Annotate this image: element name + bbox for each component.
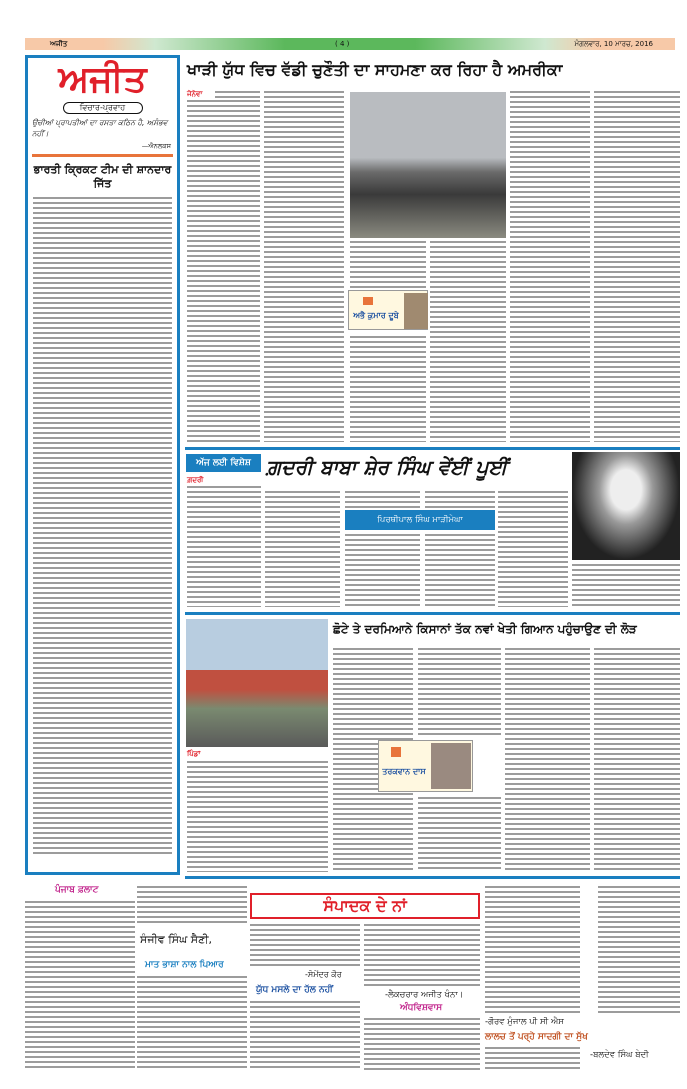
article2-kicker: ਅੱਜ ਲਈ ਵਿਸ਼ੇਸ਼ [186, 454, 261, 472]
editorial-title: ਭਾਰਤੀ ਕ੍ਰਿਕਟ ਟੀਮ ਦੀ ਸ਼ਾਨਦਾਰ ਜਿੱਤ [33, 163, 172, 190]
war-smoke-photo [350, 92, 506, 238]
date: ਮੰਗਲਵਾਰ, 10 ਮਾਰਚ, 2016 [574, 40, 653, 48]
page-number: ( 4 ) [335, 40, 350, 48]
section-label: ਵਿਚਾਰ-ਪ੍ਰਵਾਹ [63, 102, 143, 114]
letters-banner: ਸੰਪਾਦਕ ਦੇ ਨਾਂ [250, 893, 480, 919]
page-header-bar [25, 38, 675, 50]
article3-dateline: ਪਿੰਡਾਂ [187, 750, 201, 758]
letter-title-3: ਯੁੱਧ ਮਸਲੇ ਦਾ ਹੱਲ ਨਹੀਂ [256, 985, 333, 995]
article1-col1 [187, 99, 260, 442]
sig3: -ਲੈਕਚਰਾਰ ਅਜੀਤ ਖੰਨਾ। [385, 990, 464, 1000]
sig5: -ਬਲਦੇਵ ਸਿੰਘ ਬੇਦੀ [590, 1050, 649, 1060]
divider [185, 447, 680, 450]
sig1: ਸੰਜੀਵ ਸਿੰਘ ਸੈਣੀ, [140, 933, 213, 946]
article3-byline-box [378, 740, 473, 792]
sig4: -ਗੌਰਵ ਮੁੰਜਾਲ ਪੀ ਸੀ ਐਸ [485, 1017, 564, 1027]
article1-byline-box [348, 290, 428, 330]
article1-dateline: ਜੇਨੇਵਾ [187, 90, 203, 98]
article3-headline: ਛੋਟੇ ਤੇ ਦਰਮਿਆਨੇ ਕਿਸਾਨਾਂ ਤੱਕ ਨਵਾਂ ਖੇਤੀ ਗਿਆਨ ਪਹੁੰਚਾਉਣ ਦੀ ਲੋੜ [333, 622, 637, 636]
article1-col6 [594, 90, 680, 442]
article3-byline: ਤਰਕਵਾਨ ਦਾਸ [382, 767, 426, 776]
article1-col5 [510, 90, 590, 442]
letter-title-4: ਅੰਧਵਿਸ਼ਵਾਸ [400, 1003, 443, 1013]
left-letter-title: ਪੰਜਾਬ ਫ਼ਲਾਟ [55, 885, 99, 895]
article2-headline: ਗ਼ਦਰੀ ਬਾਬਾ ਸ਼ੇਰ ਸਿੰਘ ਵੇਂਈਂ ਪੂਈਂ [266, 455, 508, 479]
quote-author: —ਐਨਲਕਸ [141, 142, 171, 150]
article1-headline: ਖਾੜੀ ਯੁੱਧ ਵਿਚ ਵੱਡੀ ਚੁਣੌਤੀ ਦਾ ਸਾਹਮਣਾ ਕਰ ਰਿਹਾ ਹੈ ਅਮਰੀਕਾ [187, 60, 563, 79]
divider [185, 876, 680, 879]
ajit-logo: ਅਜੀਤ [58, 59, 147, 100]
editorial-column [25, 55, 180, 875]
divider [185, 612, 680, 615]
article1-col2 [264, 90, 344, 442]
sig2: -ਸੋਮੇਂਦਰ ਕੌਰ [305, 970, 342, 979]
letter-title-2: ਮਾਤ ਭਾਸ਼ਾ ਨਾਲ ਪਿਆਰ [145, 960, 224, 970]
article1-byline: ਅਭੈ ਕੁਮਾਰ ਦੂਬੇ [353, 311, 399, 320]
farm-fair-photo [186, 619, 328, 747]
paper-name: ਅਜੀਤ [50, 40, 68, 48]
quote: ਉਚੀਆਂ ਪ੍ਰਾਪਤੀਆਂ ਦਾ ਰਸਤਾ ਕਠਿਨ ਹੈ, ਅਸੰਭਵ ਨਹੀਂ। [32, 118, 168, 138]
letter-title-5: ਲਾਲਚ ਤੋਂ ਪਰ੍ਹੇ ਸਾਦਗੀ ਦਾ ਸੁੱਖ [485, 1032, 588, 1042]
editorial-body [33, 196, 172, 856]
article2-dateline: ਗ਼ਦਰੀ [187, 476, 204, 484]
article2-byline: ਪਿਰਥੀਪਾਲ ਸਿੰਘ ਮਾੜੀਮੇਘਾ [345, 510, 495, 530]
sher-singh-portrait [572, 452, 680, 560]
